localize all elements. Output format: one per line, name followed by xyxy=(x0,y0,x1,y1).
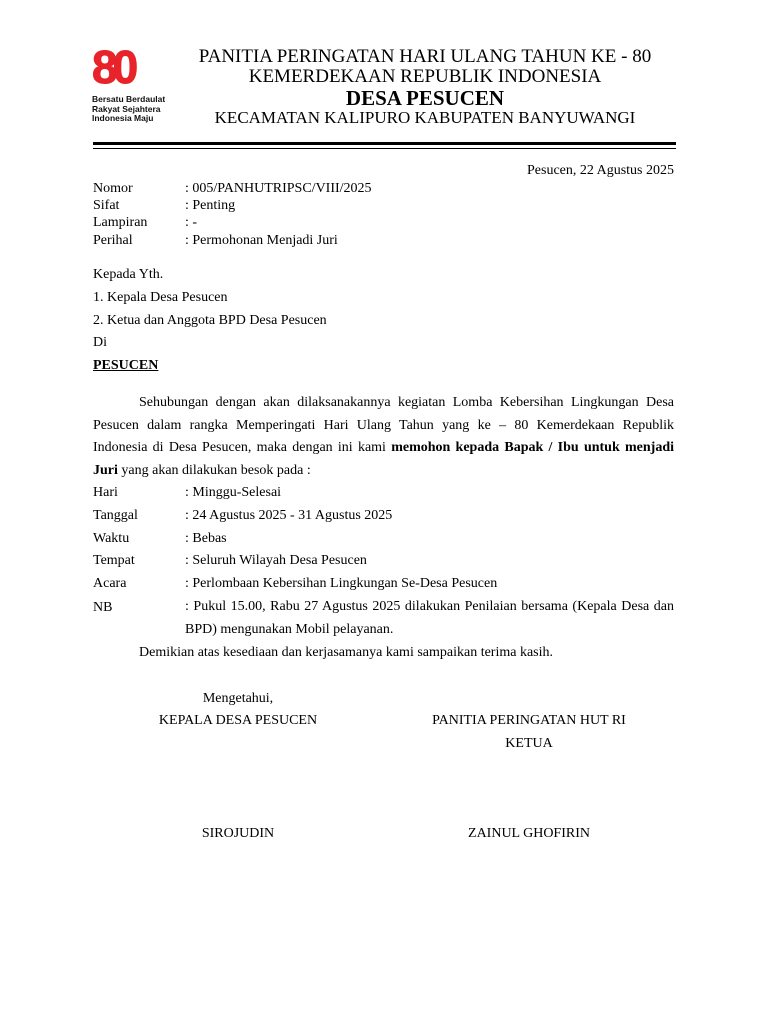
logo-tagline-line: Bersatu Berdaulat xyxy=(92,94,166,104)
address-place: PESUCEN xyxy=(93,358,159,373)
detail-label-hari: Hari xyxy=(93,485,118,500)
signature-right-name: ZAINUL GHOFIRIN xyxy=(468,826,590,841)
body-paragraph xyxy=(93,392,674,482)
address-recipient: 2. Ketua dan Anggota BPD Desa Pesucen xyxy=(93,313,327,328)
address-di: Di xyxy=(93,335,107,350)
body-intro: Sehubungan dengan akan dilaksanakannya kegiatan Lomba Kebersihan Lingkungan Desa Pesucen dalam rangka Memperingati Hari Ulang Tahun yang ke – 80 Kemerdekaan Republik Indonesia di Desa Pesucen, maka dengan ini kami xyxy=(93,395,674,455)
signature-left-title: KEPALA DESA PESUCEN xyxy=(158,713,318,728)
address-recipient: 1. Kepala Desa Pesucen xyxy=(93,290,228,305)
meta-label-lampiran: Lampiran xyxy=(93,215,148,230)
signature-known: Mengetahui, xyxy=(202,691,274,706)
detail-label-waktu: Waktu xyxy=(93,531,130,546)
nb-label: NB xyxy=(93,600,113,615)
detail-value-tempat: : Seluruh Wilayah Desa Pesucen xyxy=(185,553,367,568)
detail-value-waktu: : Bebas xyxy=(185,531,227,546)
detail-value-acara: : Perlombaan Kebersihan Lingkungan Se-Desa Pesucen xyxy=(185,576,498,591)
logo-tagline-line: Rakyat Sejahtera xyxy=(92,103,161,114)
detail-value-hari: : Minggu-Selesai xyxy=(185,485,282,500)
signature-left-name: SIROJUDIN xyxy=(201,826,275,841)
signature-right-title: PANITIA PERINGATAN HUT RI xyxy=(432,713,626,728)
body-outro: yang akan dilakukan besok pada : xyxy=(117,462,311,478)
letterhead-rule-thin xyxy=(93,148,676,149)
address-greeting: Kepada Yth. xyxy=(93,267,164,282)
detail-label-tanggal: Tanggal xyxy=(93,508,138,523)
nb-value: : Pukul 15.00, Rabu 27 Agustus 2025 dilakukan Penilaian bersama (Kepala Desa dan BPD) mengunakan Mobil pelayanan. xyxy=(185,599,674,637)
logo-number: 80 xyxy=(92,41,134,93)
detail-label-tempat: Tempat xyxy=(93,553,135,568)
signature-right-role: KETUA xyxy=(505,736,553,751)
letter-date: Pesucen, 22 Agustus 2025 xyxy=(527,163,674,178)
meta-label-nomor: Nomor xyxy=(93,181,133,196)
letterhead-line-2: KEMERDEKAAN REPUBLIK INDONESIA xyxy=(248,66,602,87)
logo-tagline xyxy=(92,95,165,124)
detail-value-tanggal: : 24 Agustus 2025 - 31 Agustus 2025 xyxy=(185,508,393,523)
letterhead-rule-thick xyxy=(93,142,676,145)
meta-value-perihal: : Permohonan Menjadi Juri xyxy=(185,233,338,248)
meta-value-nomor: : 005/PANHUTRIPSC/VIII/2025 xyxy=(185,181,372,196)
meta-value-sifat: : Penting xyxy=(185,198,236,213)
letterhead-village-name: DESA PESUCEN xyxy=(345,86,505,110)
letterhead-district: KECAMATAN KALIPURO KABUPATEN BANYUWANGI xyxy=(214,108,636,127)
letterhead-line-1: PANITIA PERINGATAN HARI ULANG TAHUN KE - 80 xyxy=(198,46,652,67)
meta-label-perihal: Perihal xyxy=(93,233,133,248)
meta-label-sifat: Sifat xyxy=(93,198,120,213)
body-request-bold: memohon kepada Bapak / Ibu untuk menjadi Juri xyxy=(93,440,675,478)
logo-tagline-line: Indonesia Maju xyxy=(92,113,154,123)
hut-ri-80-logo xyxy=(92,41,166,128)
detail-label-acara: Acara xyxy=(93,576,127,591)
meta-value-lampiran: : - xyxy=(185,215,198,230)
closing-sentence: Demikian atas kesediaan dan kerjasamanya kami sampaikan terima kasih. xyxy=(139,645,554,660)
